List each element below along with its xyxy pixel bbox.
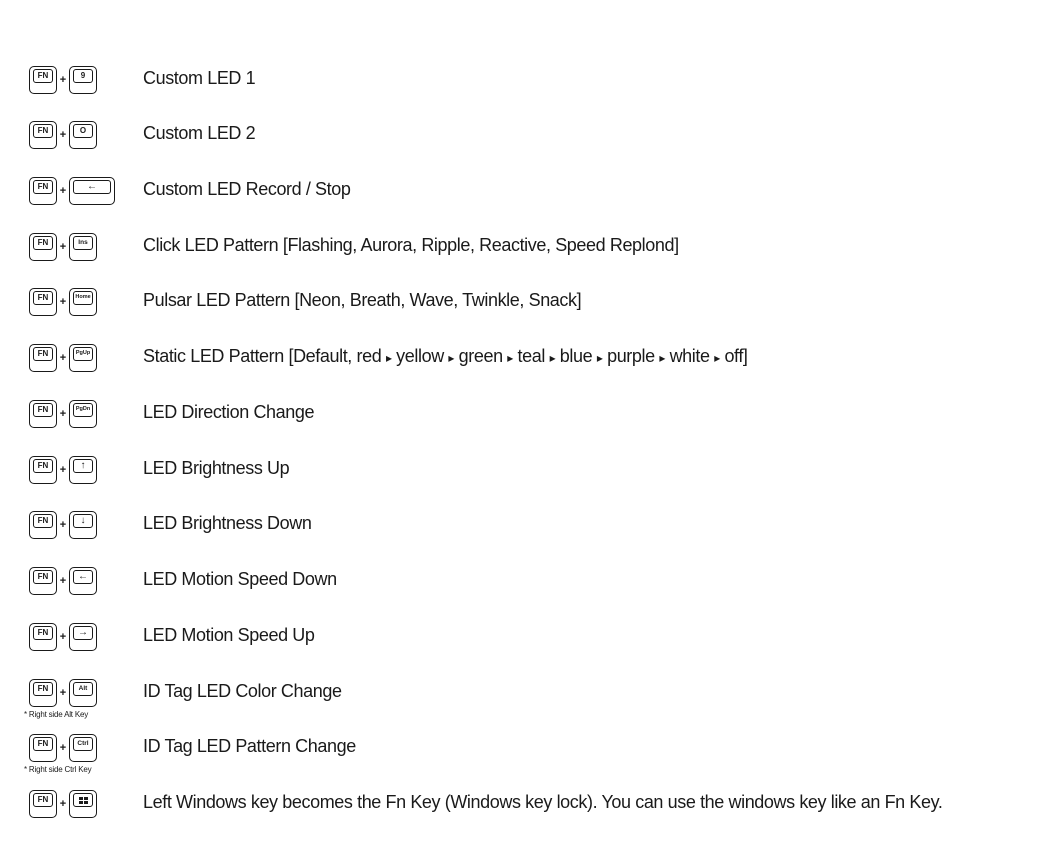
label-part: off] [724,346,748,366]
shortcut-row-led-motion-speed-up [0,621,1062,661]
shortcut-row-led-direction-change [0,398,1062,438]
o-key: O [69,121,97,149]
key-combo [29,621,97,653]
plus-sign: + [59,129,67,141]
down-arrow-icon: ↓ [73,514,93,528]
fn-key: FN [29,400,57,428]
ins-key: Ins [69,233,97,261]
right-triangle-icon: ▸ [448,351,455,365]
label-part: blue [559,346,593,366]
shortcut-label: Custom LED 2 [143,123,256,143]
9-key: 9 [69,66,97,94]
shortcut-row-windows-key-lock [0,788,1062,828]
shortcut-row-custom-led-record [0,175,1062,215]
fn-key: FN [29,456,57,484]
pgdn-key: PgDn [69,400,97,428]
key-combo [29,509,97,541]
shortcut-row-id-tag-led-color [0,677,1062,717]
shortcut-label: ID Tag LED Color Change [143,681,342,701]
left-arrow-icon: ← [73,180,111,194]
fn-key: FN [29,790,57,818]
plus-sign: + [59,742,67,754]
shortcut-label: LED Brightness Down [143,513,312,533]
shortcut-label: LED Brightness Up [143,458,290,478]
plus-sign: + [59,575,67,587]
plus-sign: + [59,408,67,420]
plus-sign: + [59,631,67,643]
ctrl-key: Ctrl [69,734,97,762]
key-combo [29,231,97,263]
right-triangle-icon: ▸ [659,351,665,365]
fn-key: FN [29,177,57,205]
key-combo [29,64,97,96]
right-triangle-icon: ▸ [507,351,513,365]
shortcut-label: ID Tag LED Pattern Change [143,736,356,756]
shortcut-row-click-led-pattern [0,231,1062,271]
plus-sign: + [59,241,67,253]
footnote: * Right side Ctrl Key [24,765,92,774]
label-part: white [669,346,710,366]
down-arrow-key [69,511,97,539]
shortcut-label: Custom LED Record / Stop [143,179,351,199]
shortcut-row-led-brightness-up [0,454,1062,494]
plus-sign: + [59,687,67,699]
right-triangle-icon: ▸ [549,351,556,365]
right-triangle-icon: ▸ [385,351,392,365]
home-key: Home [69,288,97,316]
key-combo [29,788,97,820]
shortcut-row-custom-led-2 [0,119,1062,159]
shortcut-row-led-motion-speed-down [0,565,1062,605]
key-combo [29,565,97,597]
plus-sign: + [59,296,67,308]
fn-key: FN [29,567,57,595]
shortcut-row-pulsar-led-pattern [0,286,1062,326]
fn-key: FN [29,734,57,762]
right-arrow-icon: → [73,626,93,640]
fn-key: FN [29,511,57,539]
shortcut-label: Pulsar LED Pattern [Neon, Breath, Wave, Twinkle, Snack] [143,290,582,310]
windows-logo-icon [73,793,93,807]
left-arrow-icon: ← [73,570,93,584]
key-combo [29,175,115,207]
up-arrow-key [69,456,97,484]
fn-key: FN [29,679,57,707]
shortcut-row-static-led-pattern [0,342,1062,382]
fn-key: FN [29,288,57,316]
right-triangle-icon: ▸ [714,351,720,365]
left-arrow-key [69,567,97,595]
shortcut-label: LED Motion Speed Up [143,625,315,645]
plus-sign: + [59,519,67,531]
windows-key [69,790,97,818]
up-arrow-icon: ↑ [73,459,93,473]
right-triangle-icon: ▸ [596,351,603,365]
shortcut-label [143,346,748,367]
plus-sign: + [59,74,67,86]
fn-key: FN [29,233,57,261]
key-combo [29,454,97,486]
footnote: * Right side Alt Key [24,710,89,719]
right-arrow-key [69,623,97,651]
alt-key: Alt [69,679,97,707]
fn-key: FN [29,344,57,372]
shortcut-label: Custom LED 1 [143,68,256,88]
shortcut-label: LED Motion Speed Down [143,569,337,589]
shortcut-label: LED Direction Change [143,402,315,422]
key-combo [29,342,97,374]
key-combo [29,677,97,709]
fn-key: FN [29,66,57,94]
label-part: teal [517,346,545,366]
plus-sign: + [59,798,67,810]
shortcut-row-id-tag-led-pattern [0,732,1062,772]
key-combo [29,286,97,318]
plus-sign: + [59,185,67,197]
key-combo [29,398,97,430]
shortcut-label: Left Windows key becomes the Fn Key (Windows key lock). You can use the windows key like an Fn Key. [143,792,943,812]
fn-key: FN [29,623,57,651]
label-part: Static LED Pattern [Default, red [143,346,382,366]
key-combo [29,119,97,151]
label-part: yellow [396,346,444,366]
pgup-key: PgUp [69,344,97,372]
key-combo [29,732,97,764]
plus-sign: + [59,352,67,364]
shortcut-label: Click LED Pattern [Flashing, Aurora, Ripple, Reactive, Speed Replond] [143,235,679,255]
shortcut-row-custom-led-1 [0,64,1062,104]
label-part: green [458,346,503,366]
fn-key: FN [29,121,57,149]
backspace-key [69,177,115,205]
shortcut-row-led-brightness-down [0,509,1062,549]
plus-sign: + [59,464,67,476]
label-part: purple [607,346,655,366]
